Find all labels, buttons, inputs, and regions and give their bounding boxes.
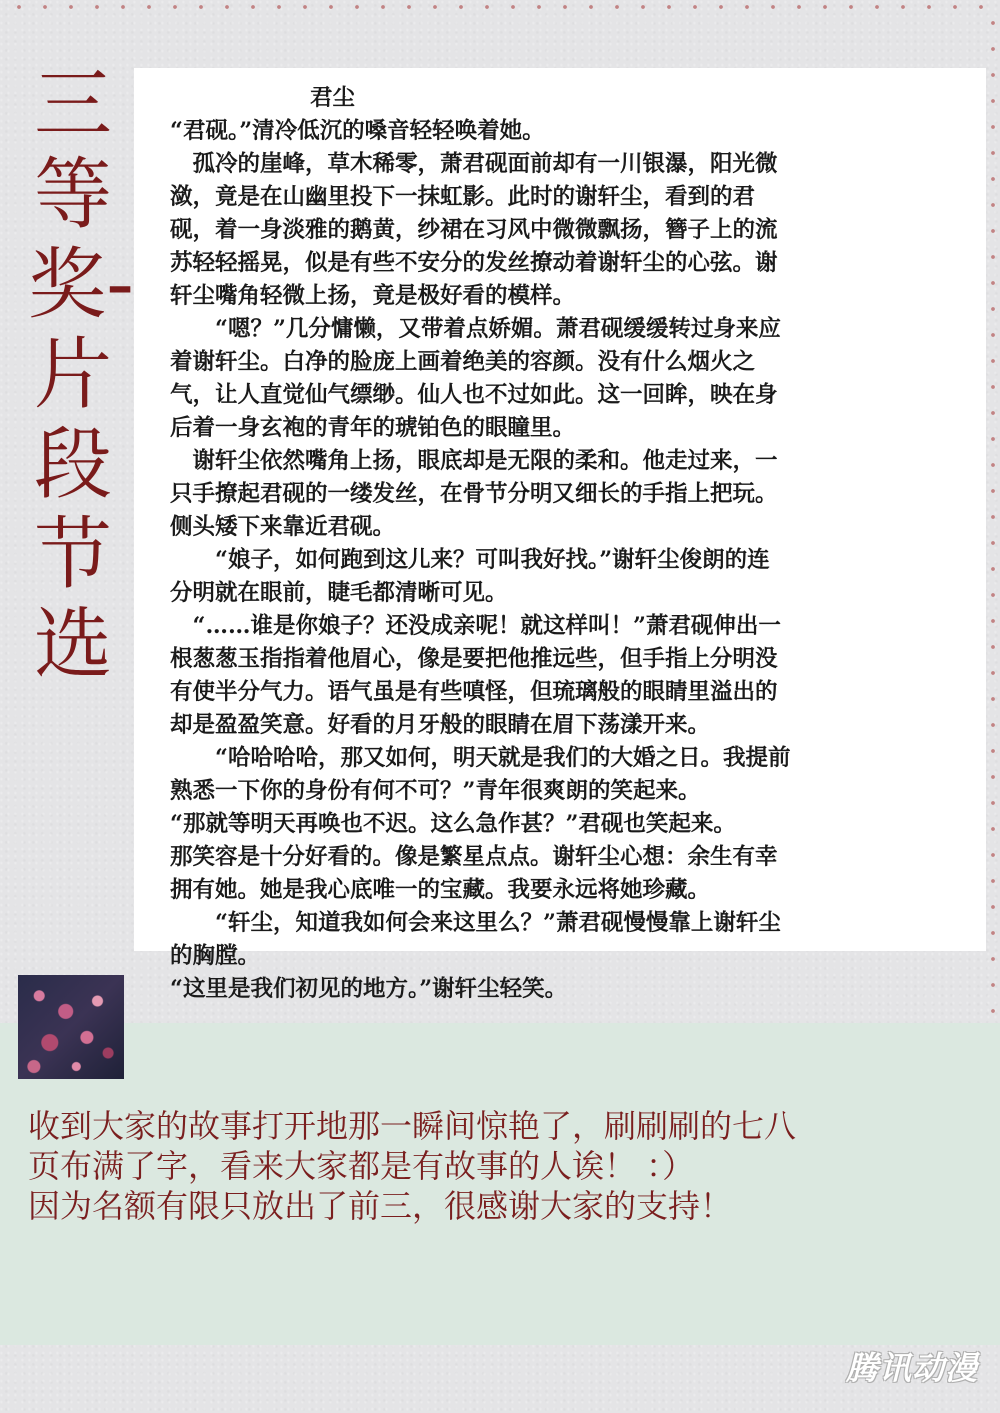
- excerpt-line: 只手撩起君砚的一缕发丝，在骨节分明又细长的手指上把玩。: [170, 481, 778, 507]
- excerpt-line: 砚，着一身淡雅的鹅黄，纱裙在习风中微微飘扬，簪子上的流: [170, 217, 778, 243]
- jellyfish-thumbnail: [18, 975, 124, 1079]
- excerpt-line: 着谢轩尘。白净的脸庞上画着绝美的容颜。没有什么烟火之: [170, 349, 756, 375]
- note-line: 页布满了字，看来大家都是有故事的人诶！ ：）: [28, 1147, 695, 1185]
- excerpt-line: “这里是我们初见的地方。”谢轩尘轻笑。: [170, 976, 568, 1002]
- excerpt-line: 分明就在眼前，睫毛都清晰可见。: [170, 580, 508, 606]
- excerpt-line: “君砚。”清冷低沉的嗓音轻轻唤着她。: [170, 118, 545, 144]
- note-line: 因为名额有限只放出了前三，很感谢大家的支持！: [28, 1187, 733, 1225]
- excerpt-line: 侧头矮下来靠近君砚。: [170, 514, 396, 540]
- right-dot-border: [988, 10, 998, 1030]
- excerpt-line: 熟悉一下你的身份有何不可？”青年很爽朗的笑起来。: [170, 778, 701, 804]
- excerpt-line: “哈哈哈哈，那又如何，明天就是我们的大婚之日。我提前: [170, 745, 791, 771]
- excerpt-line: 气，让人直觉仙气缥缈。仙人也不过如此。这一回眸，映在身: [170, 382, 778, 408]
- top-dot-border: [0, 2, 1000, 12]
- watermark-logo: 腾讯动漫: [845, 1349, 978, 1387]
- excerpt-line: 却是盈盈笑意。好看的月牙般的眼睛在眉下荡漾开来。: [170, 712, 711, 738]
- excerpt-line: “嗯？”几分慵懒，又带着点娇媚。萧君砚缓缓转过身来应: [170, 316, 781, 342]
- excerpt-panel: [134, 68, 986, 1002]
- excerpt-line: 根葱葱玉指指着他眉心，像是要把他推远些，但手指上分明没: [170, 646, 778, 672]
- excerpt-line: 孤冷的崖峰，草木稀零，萧君砚面前却有一川银瀑，阳光微: [170, 151, 778, 177]
- excerpt-line: 谢轩尘依然嘴角上扬，眼底却是无限的柔和。他走过来，一: [170, 448, 778, 474]
- excerpt-line: 后着一身玄袍的青年的琥铂色的眼瞳里。: [170, 415, 576, 441]
- excerpt-line: “轩尘，知道我如何会来这里么？”萧君砚慢慢靠上谢轩尘: [170, 910, 781, 936]
- excerpt-line: 潋，竟是在山幽里投下一抹虹影。此时的谢轩尘，看到的君: [170, 184, 756, 210]
- excerpt-line: 那笑容是十分好看的。像是繁星点点。谢轩尘心想：余生有幸: [170, 844, 778, 870]
- excerpt-line: 有使半分气力。语气虽是有些嗔怪，但琉璃般的眼睛里溢出的: [170, 679, 778, 705]
- excerpt-line: “……谁是你娘子？还没成亲呢！就这样叫！”萧君砚伸出一: [170, 613, 781, 639]
- excerpt-line: 苏轻轻摇晃，似是有些不安分的发丝撩动着谢轩尘的心弦。谢: [170, 250, 778, 276]
- excerpt-line: “娘子，如何跑到这儿来？可叫我好找。”谢轩尘俊朗的连: [170, 547, 770, 573]
- excerpt-line: “那就等明天再唤也不迟。这么急作甚？”君砚也笑起来。: [170, 811, 736, 837]
- note-line: 收到大家的故事打开地那一瞬间惊艳了，刷刷刷的七八: [28, 1107, 797, 1145]
- award-title: 三等奖-片段节选: [28, 60, 135, 690]
- excerpt-line: 轩尘嘴角轻微上扬，竟是极好看的模样。: [170, 283, 576, 309]
- excerpt-line: 的胸膛。: [170, 943, 261, 969]
- excerpt-line: 拥有她。她是我心底唯一的宝藏。我要永远将她珍藏。: [170, 877, 711, 903]
- note-text: [28, 1106, 988, 1226]
- excerpt-title: 君尘: [310, 85, 356, 111]
